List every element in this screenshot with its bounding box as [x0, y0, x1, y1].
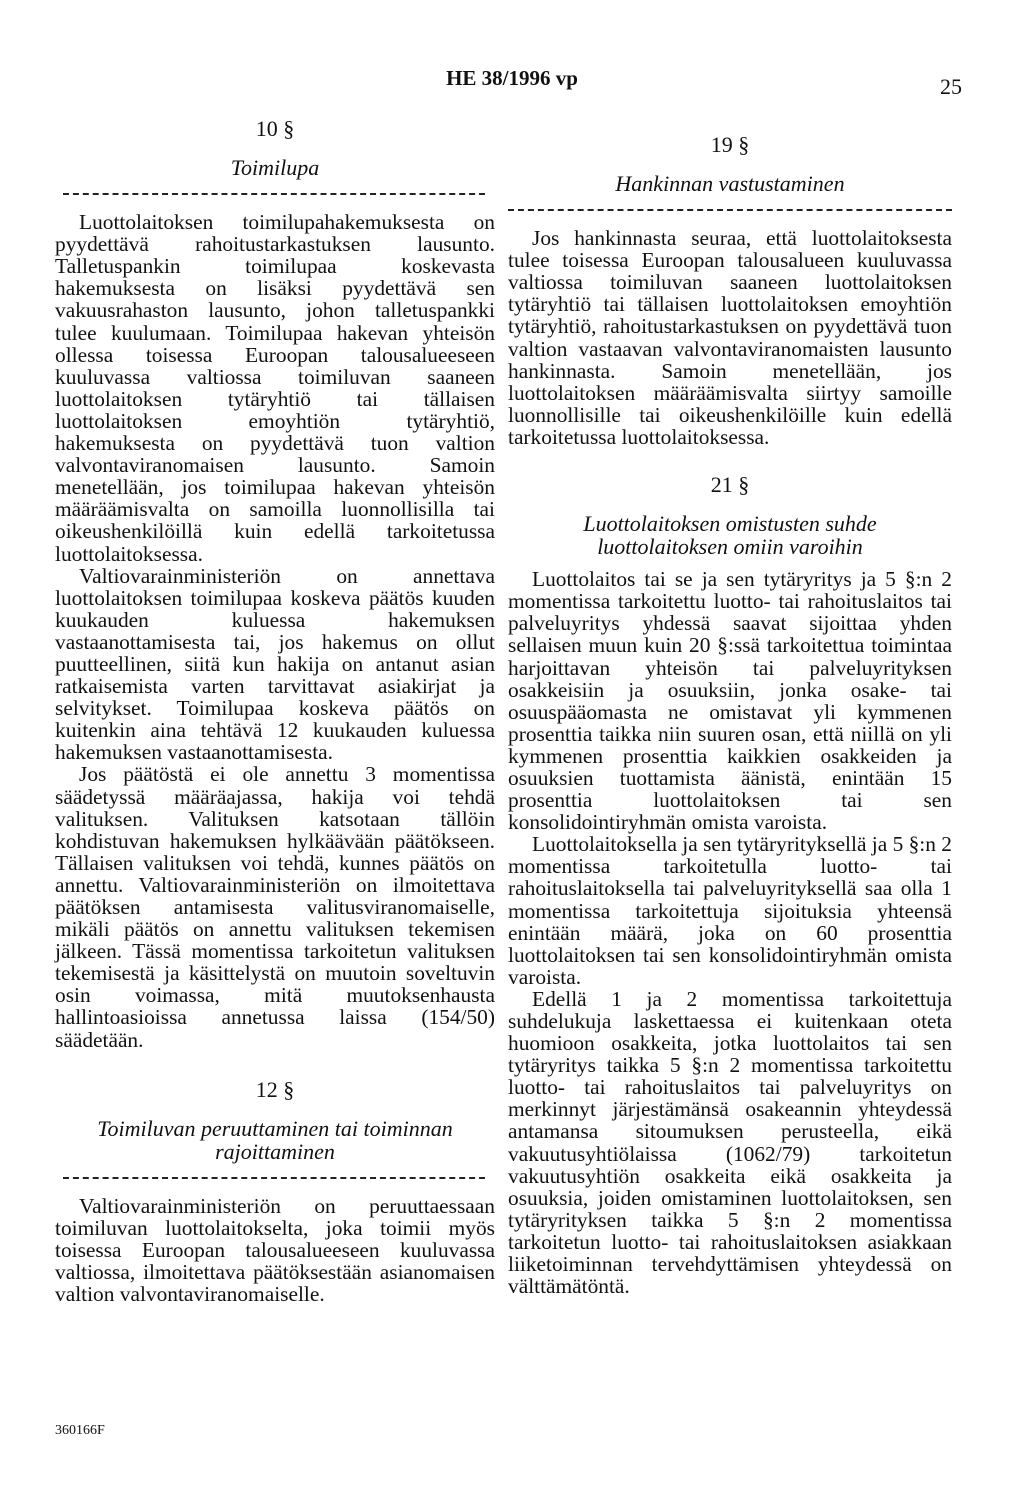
left-column [55, 118, 495, 1305]
paragraph: Valtiovarainministeriön on peruuttaessaan toimiluvan luottolaitokselta, joka toimii myös toisessa Euroopan talousalueeseen kuuluvassa valtiossa, ilmoitettava päätöksestään asianomaisen valtion valvontaviranomaiselle. [55, 1193, 495, 1307]
document-code: 360166F [55, 1423, 105, 1438]
section-title: Hankinnan vastustaminen [615, 171, 845, 197]
omission-dashes [63, 1177, 485, 1179]
section-number: 19 § [710, 132, 750, 157]
paragraph: Jos hankinnasta seuraa, että luottolaitoksesta tulee toisessa Euroopan talousalueen kuuluvassa valtiossa toimiluvan saaneen luottolaitoksen tytäryhtiö tai tällaisen luottolaitoksen emoyhtiön tytäryhtiö, rahoitustarkastuksen on pyydettävä tuon valtion vastaavan valvontaviranomaisten lausunto hankinnasta. Samoin menetellään, jos luottolaitoksen määräämisvalta siirtyy samoille luonnollisille tai oikeushenkilöille kuin edellä tarkoitetussa luottolaitoksessa. [508, 226, 952, 449]
section-number: 12 § [255, 1076, 295, 1102]
paragraph: Luottolaitos tai se ja sen tytäryritys ja 5 §:n 2 momentissa tarkoitettu luotto- tai rahoituslaitos tai palveluyritys yhdessä saavat sijoittaa yhden sellaisen muun kuin 20 §:ssä tarkoitettua toimintaa harjoittavan yhteisön tai palveluyrityksen osakkeisiin ja osuuksiin, jonka osake- tai osuuspääomasta ne omistavat yli kymmenen prosenttia taikka niin suuren osan, että niillä on yli kymmenen prosenttia kaikkien osakkeiden ja osuuksien tuottamista äänistä, enintään 15 prosenttia luottolaitoksen tai sen konsolidointiryhmän omista varoista. [508, 567, 952, 835]
right-column [508, 118, 952, 1297]
running-title: HE 38/1996 vp [446, 66, 578, 90]
section-title: Luottolaitoksen omistusten suhde luottolaitoksen omiin varoihin [583, 511, 877, 560]
paragraph: Jos päätöstä ei ole annettu 3 momentissa säädetyssä määräajassa, hakija voi tehdä valituksen. Valituksen katsotaan tällöin kohdistuvan hakemuksen hylkäävään päätökseen. Tällaisen valituksen voi tehdä, kunnes päätös on annettu. Valtiovarainministeriön on ilmoitettava päätöksen antamisesta valitusviranomaiselle, mikäli päätös on annettu valituksen tekemisen jälkeen. Tässä momentissa tarkoitetun valituksen tekemisestä ja käsittelystä on muutoin soveltuvin osin voimassa, mitä muutoksenhausta hallintoasioissa annetussa laissa (154/50) säädetään. [55, 762, 495, 1052]
section-title: Toimiluvan peruuttaminen tai toiminnan rajoittaminen [97, 1115, 453, 1164]
omission-dashes [508, 209, 952, 211]
page-header [0, 66, 1024, 99]
section-number: 21 § [710, 472, 750, 498]
paragraph: Luottolaitoksella ja sen tytäryrityksellä ja 5 §:n 2 momentissa tarkoitetulla luotto- tai rahoituslaitoksella tai palveluyrityksellä saa olla 1 momentissa tarkoitettuja sijoituksia yhteensä enintään määrä, joka on 60 prosenttia luottolaitoksen tai sen konsolidointiryhmän omista varoista. [508, 832, 952, 989]
paragraph: Valtiovarainministeriön on annettava luottolaitoksen toimilupaa koskeva päätös kuuden kuukauden kuluessa hakemuksen vastaanottamisesta tai, jos hakemus on ollut puutteellinen, siitä kun hakija on antanut asian ratkaisemista varten tarvittavat asiakirjat ja selvitykset. Toimilupaa koskeva päätös on kuitenkin aina tehtävä 12 kuukauden kuluessa hakemuksen vastaanottamisesta. [55, 563, 495, 765]
paragraph: Luottolaitoksen toimilupahakemuksesta on pyydettävä rahoitustarkastuksen lausunto. Talletuspankin toimilupaa koskevasta hakemuksesta on lisäksi pyydettävä sen vakuusrahaston lausunto, johon talletuspankki tulee kuulumaan. Toimilupaa hakevan yhteisön ollessa toisessa Euroopan talousalueeseen kuuluvassa valtiossa toimiluvan saaneen luottolaitoksen tytäryhtiö tai tällaisen luottolaitoksen emoyhtiön tytäryhtiö, hakemuksesta on pyydettävä tuon valtion valvontaviranomaisen lausunto. Samoin menetellään, jos toimilupaa hakevan yhteisön määräämisvalta on samoilla luonnollisilla tai oikeushenkilöillä kuin edellä tarkoitetussa luottolaitoksessa. [55, 210, 495, 566]
section-title: Toimilupa [230, 155, 320, 181]
omission-dashes [63, 193, 485, 195]
page-number: 25 [940, 74, 962, 99]
section-number: 10 § [255, 116, 295, 141]
paragraph: Edellä 1 ja 2 momentissa tarkoitettuja suhdelukuja laskettaessa ei kuitenkaan oteta huomioon osakkeita, jotka luottolaitos tai sen tytäryritys taikka 5 §:n 2 momentissa tarkoitettu luotto- tai rahoituslaitos tai palveluyritys on merkinnyt järjestämänsä osakeannin yhteydessä antamansa sitoumuksen perusteella, eikä vakuutusyhtiölaissa (1062/79) tarkoitetun vakuutusyhtiön osakkeita eikä osakkeita ja osuuksia, joiden omistaminen luottolaitoksen, sen tytäryrityksen taikka 5 §:n 2 momentissa tarkoitetun luotto- tai rahoituslaitoksen asiakkaan liiketoiminnan tervehdyttämisen yhteydessä on välttämätöntä. [508, 986, 952, 1299]
